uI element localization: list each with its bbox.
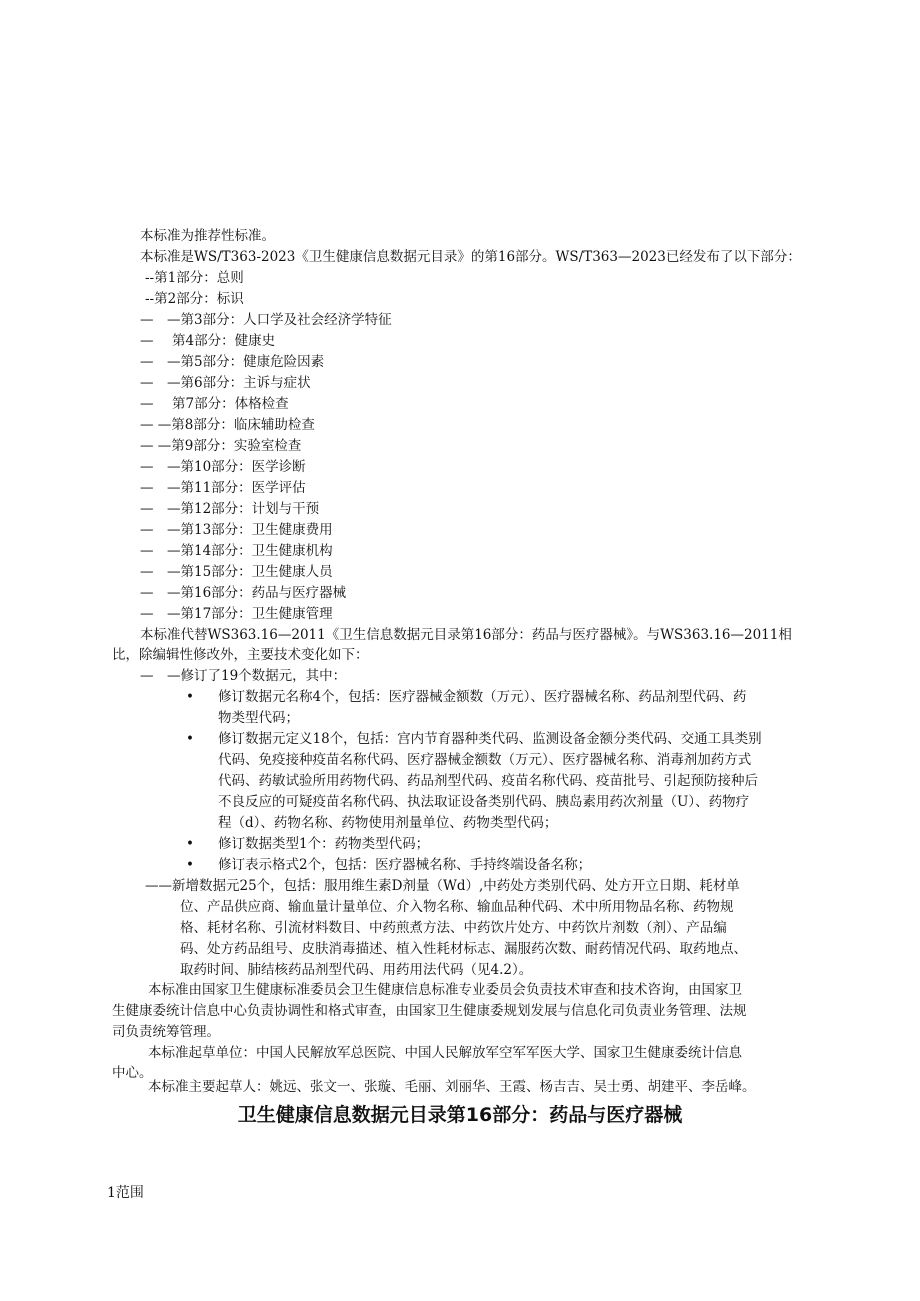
added-line: 格、耗材名称、引流材料数目、中药煎煮方法、中药饮片处方、中药饮片剂数（剂）、产品编 xyxy=(180,920,727,936)
bullet-text: 程（d）、药物名称、药物使用剂量单位、药物类型代码； xyxy=(218,815,558,831)
list-item-text: 第8部分：临床辅助检查 xyxy=(171,417,315,433)
list-item-text: 第15部分：卫生健康人员 xyxy=(180,564,333,580)
bullet-icon: • xyxy=(186,689,194,705)
list-item-text: 第2部分：标识 xyxy=(154,291,244,307)
list-item-text: 第9部分：实验室检查 xyxy=(171,438,302,454)
list-item xyxy=(140,415,315,435)
list-dash: -- xyxy=(145,291,155,307)
modified-head: — —修订了19个数据元，其中： xyxy=(140,668,347,684)
bullet-text: 修订数据元定义18个，包括：宫内节育器种类代码、监测设备金额分类代码、交通工具类别 xyxy=(218,731,762,747)
list-item xyxy=(140,583,346,603)
list-dash: — — xyxy=(140,480,181,496)
bullet-icon: • xyxy=(186,857,194,873)
responsible-line: 司负责统筹管理。 xyxy=(112,1024,220,1040)
list-dash: — — xyxy=(140,543,181,559)
recommended-standard-note: 本标准为推荐性标准。 xyxy=(140,228,275,244)
list-item-text: 第3部分：人口学及社会经济学特征 xyxy=(180,312,392,328)
list-item xyxy=(140,436,301,456)
list-dash: — — xyxy=(140,375,181,391)
bullet-text: 代码、药敏试验所用药物代码、药品剂型代码、疫苗名称代码、疫苗批号、引起预防接种后 xyxy=(218,773,758,789)
list-item-text: 第12部分：计划与干预 xyxy=(180,501,320,517)
list-item xyxy=(140,562,333,582)
list-item xyxy=(140,394,289,414)
list-dash: -- xyxy=(145,270,155,286)
list-dash: — — xyxy=(140,564,181,580)
series-note: 本标准是WS/T363-2023《卫生健康信息数据元目录》的第16部分。WS/T363—2023已经发布了以下部分： xyxy=(140,249,801,265)
list-item xyxy=(140,541,333,561)
list-dash: — — xyxy=(140,585,181,601)
list-dash: — xyxy=(140,333,154,349)
bullet-text: 修订数据元名称4个，包括：医疗器械金额数（万元）、医疗器械名称、药品剂型代码、药 xyxy=(218,689,747,705)
list-item-text: 第11部分：医学评估 xyxy=(180,480,306,496)
replace-note-line2: 比，除编辑性修改外，主要技术变化如下： xyxy=(112,647,369,663)
list-item-text: 第17部分：卫生健康管理 xyxy=(180,606,333,622)
section-heading: 1范围 xyxy=(107,1185,144,1201)
bullet-icon: • xyxy=(186,836,194,852)
drafting-units-line: 中心。 xyxy=(112,1065,153,1081)
list-item xyxy=(140,457,306,477)
list-item xyxy=(140,373,311,393)
list-item-text: 第13部分：卫生健康费用 xyxy=(180,522,333,538)
list-dash: — — xyxy=(140,522,181,538)
bullet-text: 修订表示格式2个，包括：医疗器械名称、手持终端设备名称； xyxy=(218,857,592,873)
list-item-text: 第6部分：主诉与症状 xyxy=(180,375,311,391)
list-item xyxy=(140,331,275,351)
list-item-text: 第7部分：体格检查 xyxy=(172,396,289,412)
list-dash: — — xyxy=(140,438,172,454)
bullet-text: 物类型代码； xyxy=(218,710,299,726)
list-dash: — — xyxy=(140,501,181,517)
bullet-icon: • xyxy=(186,731,194,747)
responsible-line: 本标准由国家卫生健康标准委员会卫生健康信息标准专业委员会负责技术审查和技术咨询，由国家卫 xyxy=(148,982,742,998)
list-item-text: 第16部分：药品与医疗器械 xyxy=(180,585,347,601)
replace-note-line1: 本标准代替WS363.16—2011《卫生信息数据元目录第16部分：药品与医疗器械》。与WS363.16—2011相 xyxy=(140,627,792,643)
list-item xyxy=(140,478,306,498)
list-dash: — — xyxy=(140,312,181,328)
bullet-text: 修订数据类型1个：药物类型代码； xyxy=(218,836,430,852)
added-line: 码、处方药品组号、皮肤消毒描述、植入性耗材标志、漏服药次数、耐药情况代码、取药地点、 xyxy=(180,941,747,957)
list-item-text: 第5部分：健康危险因素 xyxy=(180,354,325,370)
drafting-units-line: 本标准起草单位：中国人民解放军总医院、中国人民解放军空军军医大学、国家卫生健康委统计信息 xyxy=(148,1045,742,1061)
bullet-text: 代码、免疫接种疫苗名称代码、医疗器械金额数（万元）、医疗器械名称、消毒剂加药方式 xyxy=(218,752,752,768)
list-dash: — — xyxy=(140,606,181,622)
list-item-text: 第14部分：卫生健康机构 xyxy=(180,543,333,559)
list-item xyxy=(140,604,333,624)
document-title: 卫生健康信息数据元目录第16部分：药品与医疗器械 xyxy=(237,1104,683,1126)
list-item xyxy=(140,310,392,330)
drafters-line: 本标准主要起草人：姚远、张文一、张璇、毛丽、刘丽华、王霞、杨吉吉、吴士勇、胡建平、李岳峰。 xyxy=(148,1079,756,1095)
list-item xyxy=(145,289,244,309)
list-item xyxy=(140,499,319,519)
list-item xyxy=(140,352,324,372)
list-item-text: 第4部分：健康史 xyxy=(172,333,276,349)
list-item-text: 第1部分：总则 xyxy=(154,270,244,286)
bullet-text: 不良反应的可疑疫苗名称代码、执法取证设备类别代码、胰岛素用药次剂量（U）、药物疗 xyxy=(218,794,750,810)
list-item xyxy=(145,268,244,288)
added-line: 取药时间、肺结核药品剂型代码、用药用法代码（见4.2）。 xyxy=(180,962,533,978)
list-item-text: 第10部分：医学诊断 xyxy=(180,459,306,475)
list-dash: — — xyxy=(140,459,181,475)
list-item xyxy=(140,520,333,540)
list-dash: — xyxy=(140,396,154,412)
responsible-line: 生健康委统计信息中心负责协调性和格式审查，由国家卫生健康委规划发展与信息化司负责业务管理、法规 xyxy=(112,1003,747,1019)
list-dash: — — xyxy=(140,417,172,433)
list-dash: — — xyxy=(140,354,181,370)
added-line: 位、产品供应商、输血量计量单位、介入物名称、输血品种代码、术中所用物品名称、药物规 xyxy=(180,899,734,915)
added-line: ——新增数据元25个，包括：服用维生素D剂量（Wd）,中药处方类别代码、处方开立日期、耗材单 xyxy=(145,878,740,894)
